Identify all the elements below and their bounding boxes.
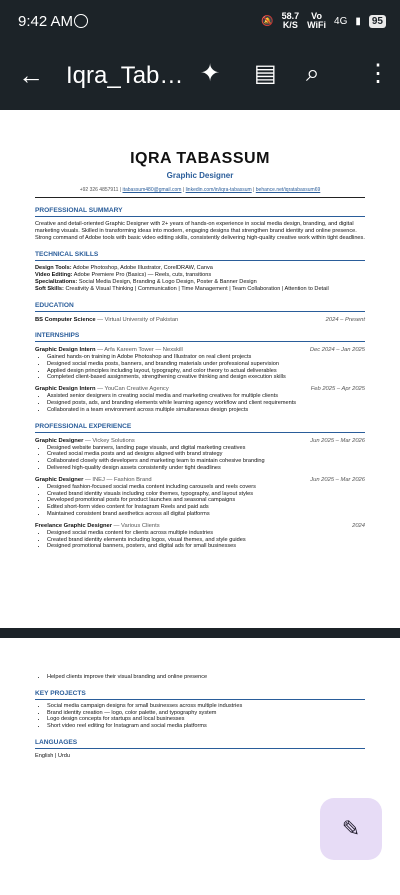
resume-role: Graphic Designer (166, 171, 234, 180)
list-item: • Designed fashion-focused social media content including carousels and reels covers (47, 484, 365, 491)
skill-label: Video Editing: (35, 272, 73, 278)
section-summary: PROFESSIONAL SUMMARY (35, 207, 365, 217)
list-item: • Collaborated closely with developers and marketing team to maintain cohesive branding (47, 458, 365, 465)
list-item: • Brand identity creation — logo, color palette, and typography system (47, 710, 365, 717)
list-item: • Designed website banners, landing page visuals, and digital marketing creatives (47, 445, 365, 452)
list-item: • Designed promotional banners, posters, and digital ads for small businesses (47, 543, 365, 550)
list-item: • Designed posts, ads, and branding elements while learning agency workflow and client requirements (47, 400, 365, 407)
experience-row (35, 477, 365, 483)
list-item: • Collaborated in a team environment across multiple simultaneous design projects (47, 407, 365, 414)
app-toolbar (0, 44, 400, 110)
bullet-list (35, 674, 365, 681)
list-item: • Designed social media content for clients across multiple industries (47, 530, 365, 537)
battery-level: 95 (369, 15, 386, 28)
skill-text: Social Media Design, Branding & Logo Design, Poster & Banner Design (77, 279, 257, 285)
job-date: Dec 2024 – Jan 2025 (309, 347, 365, 353)
wifi-label (307, 12, 326, 30)
bullet-list (35, 445, 365, 472)
job-date: Jun 2025 – Mar 2026 (310, 437, 365, 444)
bullet-list (35, 484, 365, 518)
list-item: • Designed social media posts, banners, and branding materials under professional supervision (47, 361, 365, 368)
edit-pen-icon[interactable]: ✎ (320, 798, 382, 860)
email-link[interactable]: itabassum480@gmail.com (122, 187, 182, 193)
job-role: Freelance Graphic Designer (35, 522, 113, 529)
resume-name: IQRA TABASSUM (130, 150, 270, 167)
list-item: • Social media campaign designs for small businesses across multiple industries (47, 703, 365, 710)
skill-row (35, 265, 365, 272)
signal-icon: ▮ (355, 15, 361, 27)
speed-unit: K/S (282, 20, 298, 30)
bullet-list (35, 393, 365, 413)
job-org: — INEJ — Fashion Brand (84, 476, 152, 483)
list-item: • Applied design principles including layout, typography, and color theory to actual deliverables (47, 368, 365, 375)
list-item: • Helped clients improve their visual branding and online presence (47, 674, 365, 681)
list-item: • Created brand identity elements including logos, visual themes, and style guides (47, 537, 365, 544)
section-skills: TECHNICAL SKILLS (35, 251, 365, 261)
skill-label: Soft Skills: (35, 286, 64, 292)
job-org: — Arfa Kareem Tower — Nexskill (97, 347, 183, 353)
education-date: 2024 – Present (325, 317, 365, 323)
more-vert-icon[interactable]: ⋮ (366, 60, 390, 87)
sparkle-icon[interactable]: ✦ (200, 60, 221, 87)
section-education: EDUCATION (35, 302, 365, 312)
speed-value: 58.7 (281, 11, 300, 21)
section-internships: INTERNSHIPS (35, 332, 365, 342)
list-item: • Edited short-form video content for Instagram Reels and paid ads (47, 504, 365, 511)
job-role: Graphic Designer (35, 476, 84, 483)
wifi-bottom: WiFi (307, 20, 327, 30)
languages-text: English | Urdu (35, 752, 71, 759)
list-item: • Assisted senior designers in creating social media and marketing creatives for multiple clients (47, 393, 365, 400)
status-bar (0, 0, 400, 44)
skill-text: Adobe Premiere Pro (Basics) — Reels, cuts, transitions (72, 272, 212, 278)
experience-row (35, 523, 365, 529)
section-languages: LANGUAGES (35, 739, 365, 749)
experience-row (35, 438, 365, 444)
job-role: Graphic Designer (35, 437, 84, 444)
list-item: • Created brand identity visuals including color themes, typography, and layout styles (47, 491, 365, 498)
status-icons (261, 12, 386, 30)
list-item: • Delivered high-quality design assets consistently under tight deadlines (47, 465, 365, 472)
contact-line: +92 326 4857911 | itabassum480@gmail.com | linkedin.com/in/iqra-tabassum | behance.net/iqratabassum69 (79, 187, 321, 193)
internship-row (35, 347, 365, 353)
divider (35, 197, 365, 198)
job-date: Feb 2025 – Apr 2025 (310, 386, 365, 393)
section-projects: KEY PROJECTS (35, 690, 365, 700)
skills-list (35, 265, 365, 293)
arrow-left-icon[interactable]: ← (18, 60, 44, 90)
bullet-list (35, 354, 365, 381)
list-item: • Short video reel editing for Instagram and social media platforms (47, 723, 365, 730)
phone: +92 326 4857911 (79, 187, 119, 193)
list-item: • Logo design concepts for startups and local businesses (47, 716, 365, 723)
internship-row (35, 386, 365, 392)
list-item: • Developed promotional posts for product launches and seasonal campaigns (47, 497, 365, 504)
notes-icon[interactable]: ▤ (254, 60, 277, 87)
skill-text: Creativity & Visual Thinking | Communication | Time Management | Team Collaboration | Attention to Detail (63, 286, 329, 292)
bullet-list (35, 530, 365, 550)
bullet-list (35, 703, 365, 730)
network-type: 4G (334, 15, 348, 27)
document-title: Iqra_Tab… (66, 62, 184, 89)
document-page-1 (0, 110, 400, 628)
job-org: — Vickey Solutions (84, 437, 135, 444)
skill-row (35, 286, 365, 293)
network-speed (282, 12, 300, 30)
job-role: Graphic Design Intern (35, 386, 96, 393)
degree: BS Computer Science (35, 317, 96, 323)
skill-row (35, 279, 365, 286)
job-date: 2024 (352, 522, 365, 529)
list-item: • Maintained consistent brand aesthetics across all digital platforms (47, 511, 365, 518)
mute-icon: 🔕 (261, 15, 274, 27)
job-org: — Various Clients (113, 522, 160, 529)
skill-row (35, 272, 365, 279)
status-time: 9:42 AM (18, 13, 74, 30)
skill-label: Specializations: (35, 279, 78, 285)
list-item: • Completed client-based assignments, strengthening creative thinking and design execution skills (47, 374, 365, 381)
summary-text: Creative and detail-oriented Graphic Designer with 2+ years of hands-on experience in social media design, branding, and digital marketing visuals. Skilled in transforming ideas into modern, engaging designs that strengthen brand identity and online presence. Strong command of Adobe tools with basic video editing skills, consistently delivering high-quality creative work within tight deadlines. (35, 221, 365, 241)
education-row (35, 317, 365, 323)
school: — Virtual University of Pakistan (97, 317, 179, 323)
skill-text: Adobe Photoshop, Adobe Illustrator, CorelDRAW, Canva (71, 265, 213, 271)
skill-label: Design Tools: (35, 265, 72, 271)
whatsapp-icon (74, 14, 88, 28)
section-experience: PROFESSIONAL EXPERIENCE (35, 423, 365, 433)
behance-link[interactable]: behance.net/iqratabassum69 (255, 187, 321, 193)
job-org: — YouCan Creative Agency (97, 386, 169, 393)
wifi-top: Vo (311, 11, 322, 21)
search-doc-icon[interactable]: ⌕ (306, 60, 320, 87)
list-item: • Created social media posts and ad designs aligned with brand strategy (47, 451, 365, 458)
job-date: Jun 2025 – Mar 2026 (310, 476, 365, 483)
job-role: Graphic Design Intern (35, 347, 96, 353)
list-item: • Gained hands-on training in Adobe Photoshop and Illustrator on real client projects (47, 354, 365, 361)
linkedin-link[interactable]: linkedin.com/in/iqra-tabassum (185, 187, 252, 193)
